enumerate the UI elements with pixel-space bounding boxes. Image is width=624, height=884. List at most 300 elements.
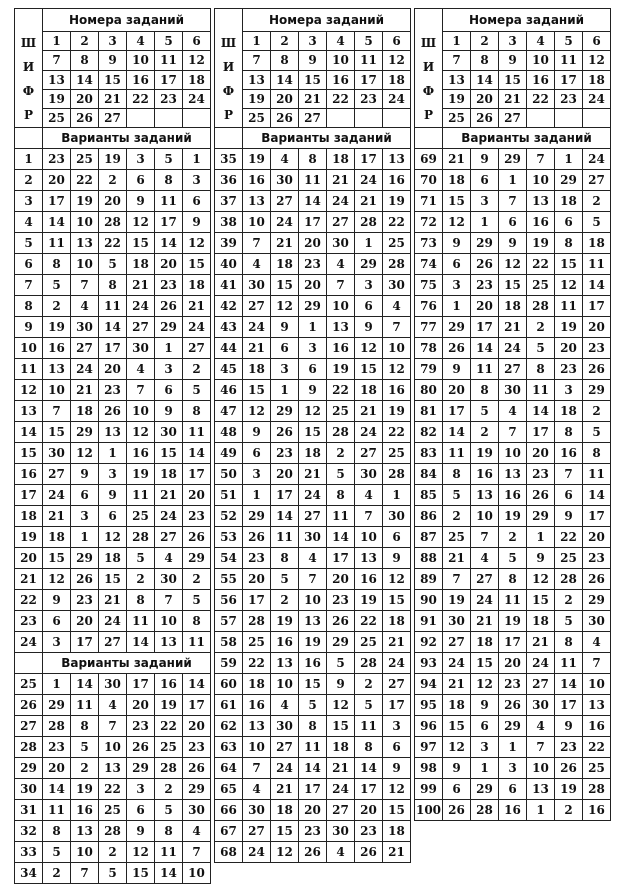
variant-value-cell: 1: [43, 674, 71, 695]
cipher-number-cell: 32: [15, 821, 43, 842]
task-number-cell: 3: [299, 32, 327, 51]
variant-value-cell: 6: [355, 296, 383, 317]
variant-value-cell: 25: [127, 506, 155, 527]
variant-value-cell: 6: [383, 527, 411, 548]
cipher-number-cell: 79: [415, 359, 443, 380]
variant-value-cell: 12: [443, 212, 471, 233]
variant-value-cell: 9: [43, 590, 71, 611]
variant-value-cell: 2: [555, 800, 583, 821]
task-number-cell: 5: [155, 32, 183, 51]
variant-value-cell: 21: [71, 380, 99, 401]
cipher-number-cell: 9: [15, 317, 43, 338]
variant-value-cell: 25: [243, 632, 271, 653]
variant-value-cell: 12: [355, 338, 383, 359]
variant-value-cell: 4: [527, 716, 555, 737]
cipher-blank-cell: [15, 128, 43, 149]
variant-value-cell: 15: [327, 716, 355, 737]
task-numbers-row: [215, 89, 411, 108]
cipher-number-cell: 73: [415, 233, 443, 254]
variant-value-cell: 10: [71, 842, 99, 863]
variant-value-cell: 13: [527, 191, 555, 212]
variant-value-cell: 9: [243, 422, 271, 443]
task-number-cell: 16: [127, 70, 155, 89]
variant-value-cell: 16: [555, 443, 583, 464]
variant-value-cell: 27: [43, 464, 71, 485]
variant-value-cell: 26: [443, 338, 471, 359]
variant-value-cell: 10: [299, 590, 327, 611]
variant-value-cell: 12: [327, 695, 355, 716]
variant-value-cell: 17: [155, 212, 183, 233]
variant-row: [215, 653, 411, 674]
variant-value-cell: 12: [99, 527, 127, 548]
cipher-number-cell: 86: [415, 506, 443, 527]
variant-value-cell: 23: [71, 590, 99, 611]
variant-value-cell: 9: [355, 317, 383, 338]
variant-value-cell: 18: [271, 254, 299, 275]
variant-row: [215, 464, 411, 485]
variant-value-cell: 20: [43, 758, 71, 779]
variant-value-cell: 24: [243, 317, 271, 338]
variant-value-cell: 22: [355, 611, 383, 632]
task-number-cell: [383, 108, 411, 127]
cipher-number-cell: 13: [15, 401, 43, 422]
variant-value-cell: 20: [99, 359, 127, 380]
variant-value-cell: 9: [383, 548, 411, 569]
variant-value-cell: 12: [71, 443, 99, 464]
task-number-cell: 13: [43, 70, 71, 89]
variant-value-cell: 7: [471, 527, 499, 548]
variant-value-cell: 11: [583, 254, 611, 275]
task-numbers-title: Номера заданий: [443, 9, 611, 32]
task-number-cell: 16: [527, 70, 555, 89]
variant-value-cell: 11: [183, 422, 211, 443]
variant-value-cell: 28: [583, 779, 611, 800]
variant-row: [415, 170, 611, 191]
variant-table-block: [214, 8, 411, 863]
variant-value-cell: 15: [155, 443, 183, 464]
variant-value-cell: 27: [299, 506, 327, 527]
cipher-number-cell: 84: [415, 464, 443, 485]
variant-value-cell: 19: [71, 779, 99, 800]
variant-value-cell: 8: [71, 716, 99, 737]
variant-value-cell: 11: [555, 296, 583, 317]
task-number-cell: 2: [71, 32, 99, 51]
cipher-number-cell: 57: [215, 611, 243, 632]
variant-value-cell: 24: [43, 485, 71, 506]
variant-row: [415, 737, 611, 758]
variant-row: [215, 695, 411, 716]
variants-title: Варианты заданий: [443, 128, 611, 149]
variant-value-cell: 28: [355, 653, 383, 674]
cipher-letter: Р: [23, 108, 34, 122]
task-number-cell: 26: [71, 108, 99, 127]
variant-value-cell: 29: [183, 548, 211, 569]
variant-value-cell: 16: [499, 485, 527, 506]
variant-value-cell: 26: [271, 422, 299, 443]
variant-value-cell: 17: [299, 779, 327, 800]
task-number-cell: 12: [383, 51, 411, 70]
variant-value-cell: 9: [471, 695, 499, 716]
variant-value-cell: 12: [43, 569, 71, 590]
variant-value-cell: 27: [355, 443, 383, 464]
variant-value-cell: 29: [127, 758, 155, 779]
cipher-number-cell: 20: [15, 548, 43, 569]
variant-value-cell: 6: [243, 443, 271, 464]
variant-row: [15, 149, 211, 170]
variant-value-cell: 8: [555, 233, 583, 254]
variant-value-cell: 5: [327, 653, 355, 674]
cipher-column-header: [415, 9, 443, 128]
variant-value-cell: 11: [327, 506, 355, 527]
variant-value-cell: 26: [527, 485, 555, 506]
variant-value-cell: 9: [555, 716, 583, 737]
variant-value-cell: 5: [355, 695, 383, 716]
variant-row: [15, 401, 211, 422]
variant-value-cell: 16: [383, 380, 411, 401]
variant-value-cell: 20: [43, 170, 71, 191]
variant-value-cell: 20: [443, 380, 471, 401]
variant-value-cell: 15: [355, 359, 383, 380]
variant-value-cell: 4: [271, 695, 299, 716]
variant-value-cell: 18: [583, 233, 611, 254]
variant-value-cell: 26: [183, 758, 211, 779]
variant-value-cell: 5: [555, 611, 583, 632]
cipher-number-cell: 76: [415, 296, 443, 317]
task-number-cell: 21: [99, 89, 127, 108]
task-number-cell: 15: [99, 70, 127, 89]
variant-value-cell: 15: [271, 821, 299, 842]
task-number-cell: 25: [243, 108, 271, 127]
variant-value-cell: 2: [155, 779, 183, 800]
variant-value-cell: 19: [243, 149, 271, 170]
cipher-number-cell: 7: [15, 275, 43, 296]
variant-value-cell: 29: [71, 422, 99, 443]
variant-value-cell: 29: [471, 779, 499, 800]
variant-value-cell: 16: [299, 653, 327, 674]
variant-value-cell: 8: [299, 716, 327, 737]
variant-value-cell: 21: [383, 632, 411, 653]
variant-value-cell: 12: [127, 422, 155, 443]
variant-value-cell: 18: [383, 611, 411, 632]
variant-value-cell: 16: [499, 800, 527, 821]
variant-row: [415, 548, 611, 569]
variant-value-cell: 18: [271, 800, 299, 821]
variant-value-cell: 23: [527, 464, 555, 485]
variant-value-cell: 11: [499, 590, 527, 611]
cipher-number-cell: 69: [415, 149, 443, 170]
variant-value-cell: 3: [355, 275, 383, 296]
variant-value-cell: 19: [499, 611, 527, 632]
cipher-number-cell: 1: [15, 149, 43, 170]
cipher-number-cell: 62: [215, 716, 243, 737]
cipher-number-cell: 25: [15, 674, 43, 695]
variant-value-cell: 2: [183, 569, 211, 590]
variant-value-cell: 3: [127, 779, 155, 800]
variant-value-cell: 7: [499, 191, 527, 212]
variant-row: [415, 527, 611, 548]
variant-value-cell: 14: [299, 758, 327, 779]
task-number-cell: 11: [555, 51, 583, 70]
variant-value-cell: 25: [71, 149, 99, 170]
cipher-number-cell: 68: [215, 842, 243, 863]
variant-value-cell: 4: [243, 779, 271, 800]
task-number-cell: 9: [99, 51, 127, 70]
variant-value-cell: 19: [443, 590, 471, 611]
variant-value-cell: 10: [499, 443, 527, 464]
cipher-column-header: [215, 9, 243, 128]
variant-value-cell: 29: [355, 254, 383, 275]
variant-value-cell: 21: [355, 191, 383, 212]
task-number-cell: 27: [99, 108, 127, 127]
variant-value-cell: 7: [527, 149, 555, 170]
variant-value-cell: 25: [383, 443, 411, 464]
task-number-cell: [155, 108, 183, 127]
variant-value-cell: 21: [43, 506, 71, 527]
variant-value-cell: 11: [43, 233, 71, 254]
variant-value-cell: 29: [183, 779, 211, 800]
variant-row: [15, 527, 211, 548]
cipher-number-cell: 71: [415, 191, 443, 212]
variant-row: [15, 695, 211, 716]
variant-value-cell: 3: [155, 359, 183, 380]
cipher-number-cell: 91: [415, 611, 443, 632]
variant-value-cell: 6: [471, 170, 499, 191]
cipher-letter: Ф: [222, 84, 235, 98]
task-number-cell: [127, 108, 155, 127]
task-number-cell: 7: [43, 51, 71, 70]
variant-value-cell: 7: [383, 317, 411, 338]
variant-value-cell: 15: [299, 674, 327, 695]
variant-value-cell: 26: [443, 800, 471, 821]
variant-value-cell: 7: [555, 464, 583, 485]
variant-value-cell: 28: [383, 254, 411, 275]
variant-value-cell: 29: [583, 380, 611, 401]
variant-row: [215, 842, 411, 863]
variant-value-cell: 21: [443, 674, 471, 695]
variant-value-cell: 13: [71, 821, 99, 842]
variant-row: [15, 233, 211, 254]
variant-value-cell: 3: [99, 464, 127, 485]
variant-row: [215, 779, 411, 800]
variant-value-cell: 30: [43, 443, 71, 464]
variant-row: [215, 296, 411, 317]
variant-value-cell: 13: [99, 758, 127, 779]
variant-row: [415, 632, 611, 653]
variant-value-cell: 24: [471, 590, 499, 611]
variant-value-cell: 17: [383, 695, 411, 716]
task-number-cell: 9: [299, 51, 327, 70]
variant-value-cell: 14: [183, 674, 211, 695]
variant-value-cell: 28: [127, 527, 155, 548]
cipher-number-cell: 30: [15, 779, 43, 800]
variant-row: [15, 842, 211, 863]
variant-value-cell: 11: [299, 170, 327, 191]
variant-value-cell: 12: [271, 296, 299, 317]
variant-value-cell: 10: [271, 674, 299, 695]
variant-row: [415, 695, 611, 716]
variant-value-cell: 25: [155, 737, 183, 758]
variant-value-cell: 22: [383, 212, 411, 233]
variant-value-cell: 2: [471, 422, 499, 443]
variant-value-cell: 26: [355, 842, 383, 863]
variant-value-cell: 5: [271, 569, 299, 590]
variant-value-cell: 1: [155, 338, 183, 359]
variants-header-row: [15, 653, 211, 674]
variant-value-cell: 26: [155, 296, 183, 317]
variant-row: [15, 569, 211, 590]
task-number-cell: 7: [443, 51, 471, 70]
variant-value-cell: 29: [499, 716, 527, 737]
variant-row: [215, 821, 411, 842]
task-numbers-row: [215, 70, 411, 89]
variant-value-cell: 21: [299, 464, 327, 485]
variant-value-cell: 23: [555, 737, 583, 758]
variant-value-cell: 23: [555, 359, 583, 380]
variant-value-cell: 24: [355, 170, 383, 191]
variant-row: [215, 527, 411, 548]
cipher-number-cell: 11: [15, 359, 43, 380]
variant-value-cell: 7: [299, 569, 327, 590]
cipher-number-cell: 3: [15, 191, 43, 212]
variant-value-cell: 9: [443, 758, 471, 779]
variant-row: [415, 422, 611, 443]
task-numbers-row: [215, 108, 411, 127]
variant-value-cell: 22: [155, 716, 183, 737]
variant-value-cell: 23: [99, 380, 127, 401]
variant-value-cell: 6: [499, 779, 527, 800]
variant-value-cell: 14: [299, 191, 327, 212]
variant-row: [15, 758, 211, 779]
task-number-cell: 1: [43, 32, 71, 51]
variant-value-cell: 26: [99, 401, 127, 422]
variant-value-cell: 15: [127, 863, 155, 884]
variant-value-cell: 3: [43, 632, 71, 653]
variant-value-cell: 5: [499, 548, 527, 569]
variant-row: [215, 149, 411, 170]
variant-value-cell: 20: [155, 254, 183, 275]
variant-value-cell: 14: [443, 422, 471, 443]
variant-value-cell: 30: [327, 821, 355, 842]
variant-value-cell: 28: [43, 716, 71, 737]
cipher-number-cell: 52: [215, 506, 243, 527]
variant-table-block: [14, 8, 211, 884]
variant-value-cell: 27: [583, 170, 611, 191]
variant-value-cell: 21: [527, 632, 555, 653]
variant-value-cell: 23: [127, 716, 155, 737]
task-number-cell: 14: [71, 70, 99, 89]
variant-value-cell: 17: [71, 632, 99, 653]
variant-row: [415, 464, 611, 485]
variant-value-cell: 12: [299, 401, 327, 422]
variant-value-cell: 22: [327, 380, 355, 401]
variant-value-cell: 24: [271, 212, 299, 233]
variant-value-cell: 19: [127, 464, 155, 485]
variant-value-cell: 27: [499, 359, 527, 380]
variant-value-cell: 23: [355, 821, 383, 842]
cipher-number-cell: 97: [415, 737, 443, 758]
task-number-cell: 18: [383, 70, 411, 89]
variant-value-cell: 23: [299, 254, 327, 275]
variant-value-cell: 16: [527, 212, 555, 233]
variant-value-cell: 21: [243, 338, 271, 359]
task-number-cell: 12: [583, 51, 611, 70]
variant-value-cell: 10: [355, 527, 383, 548]
variant-row: [215, 800, 411, 821]
variant-row: [15, 317, 211, 338]
variant-value-cell: 7: [71, 275, 99, 296]
task-number-cell: 4: [127, 32, 155, 51]
variant-row: [215, 317, 411, 338]
variant-row: [415, 653, 611, 674]
variant-value-cell: 8: [127, 590, 155, 611]
variant-value-cell: 29: [499, 149, 527, 170]
task-number-cell: 25: [43, 108, 71, 127]
variant-value-cell: 17: [527, 422, 555, 443]
variant-value-cell: 2: [499, 527, 527, 548]
variant-value-cell: 1: [471, 212, 499, 233]
variant-value-cell: 17: [183, 464, 211, 485]
variant-row: [15, 464, 211, 485]
variant-value-cell: 19: [155, 695, 183, 716]
cipher-number-cell: 27: [15, 716, 43, 737]
variant-value-cell: 14: [43, 779, 71, 800]
variant-value-cell: 7: [155, 590, 183, 611]
variant-value-cell: 4: [383, 296, 411, 317]
variant-value-cell: 30: [243, 275, 271, 296]
variant-value-cell: 5: [327, 464, 355, 485]
variant-value-cell: 18: [127, 254, 155, 275]
variant-value-cell: 30: [71, 317, 99, 338]
variant-value-cell: 21: [271, 779, 299, 800]
variant-row: [15, 212, 211, 233]
variant-value-cell: 4: [183, 821, 211, 842]
variant-value-cell: 6: [43, 611, 71, 632]
variant-value-cell: 16: [127, 443, 155, 464]
variant-value-cell: 13: [155, 632, 183, 653]
variant-value-cell: 16: [243, 170, 271, 191]
task-number-cell: 6: [183, 32, 211, 51]
variant-value-cell: 11: [99, 296, 127, 317]
variant-value-cell: 10: [471, 506, 499, 527]
variant-value-cell: 16: [155, 674, 183, 695]
variant-row: [215, 275, 411, 296]
variant-value-cell: 29: [443, 317, 471, 338]
variant-value-cell: 26: [583, 569, 611, 590]
variant-value-cell: 3: [555, 380, 583, 401]
variant-value-cell: 28: [383, 464, 411, 485]
cipher-number-cell: 61: [215, 695, 243, 716]
variant-row: [215, 506, 411, 527]
task-numbers-header-row: [15, 9, 211, 32]
task-number-cell: 8: [471, 51, 499, 70]
task-number-cell: 2: [271, 32, 299, 51]
variant-value-cell: 20: [355, 800, 383, 821]
variant-row: [215, 359, 411, 380]
variant-row: [415, 779, 611, 800]
task-number-cell: 22: [127, 89, 155, 108]
cipher-number-cell: 74: [415, 254, 443, 275]
cipher-letter: Ш: [220, 36, 237, 50]
variant-row: [15, 296, 211, 317]
variant-row: [15, 548, 211, 569]
variant-value-cell: 19: [99, 149, 127, 170]
variant-value-cell: 26: [471, 254, 499, 275]
variant-row: [215, 674, 411, 695]
variant-value-cell: 9: [71, 464, 99, 485]
variant-value-cell: 17: [243, 590, 271, 611]
variant-value-cell: 30: [271, 716, 299, 737]
variant-value-cell: 6: [127, 170, 155, 191]
